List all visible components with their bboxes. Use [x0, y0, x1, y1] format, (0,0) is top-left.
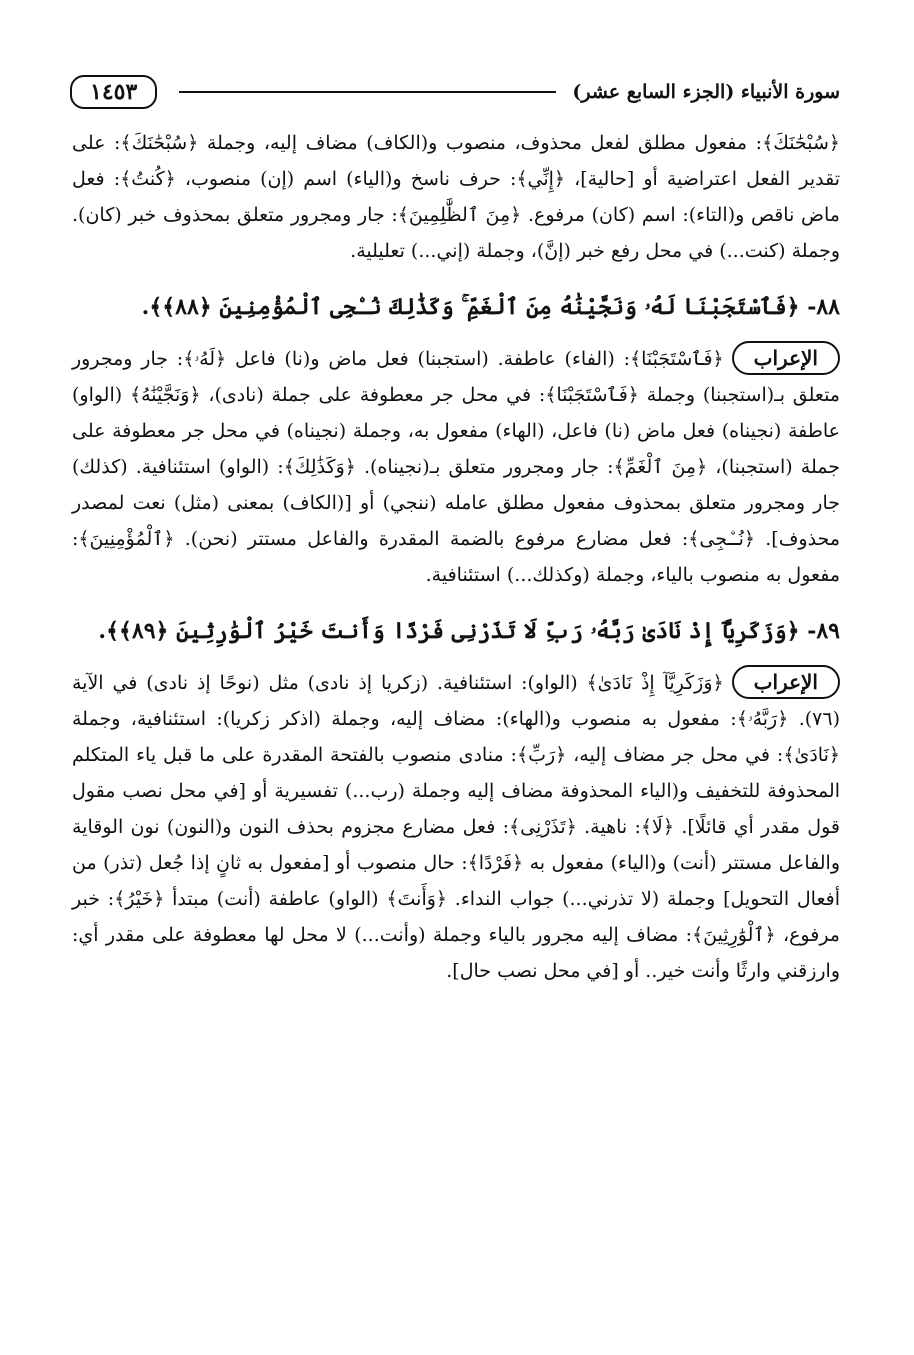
running-title: سورة الأنبياء (الجزء السابع عشر): [572, 81, 840, 103]
irab-label: الإعراب: [732, 341, 840, 375]
header-rule: [179, 91, 556, 93]
page-number: ١٤٥٣: [70, 75, 157, 109]
page-header: [70, 70, 840, 114]
irab-label: الإعراب: [732, 665, 840, 699]
paragraph-irab-verse-87-end: ﴿سُبْحَٰنَكَ﴾: مفعول مطلق لفعل محذوف، منصوب و(الكاف) مضاف إليه، وجملة ﴿سُبْحَٰنَكَ﴾: على تقدير الفعل اعتراضية أو [حالية]، ﴿إِنِّي﴾: حرف ناسخ و(الياء) اسم (إن) منصوب، ﴿كُنتُ﴾: فعل ماض ناقص و(التاء): اسم (كان) مرفوع. ﴿مِنَ ٱلظَّٰلِمِينَ﴾: جار ومجرور متعلق بمحذوف خبر (كان). وجملة (كنت...) في محل رفع خبر (إنَّ)، وجملة (إني...) تعليلية.: [72, 132, 840, 262]
irab-text: ﴿وَزَكَرِيَّآ إِذْ نَادَىٰ﴾ (الواو): استئنافية. (زكريا إذ نادى) مثل (نوحًا إذ نادى) في الآية (٧٦). ﴿رَبَّهُۥ﴾: مفعول به منصوب و(الهاء): مضاف إليه، وجملة (اذكر زكريا): استئنافية، وجملة ﴿نَادَىٰ﴾: في محل جر مضاف إليه، ﴿رَبِّ﴾: منادى منصوب بالفتحة المقدرة على ما قبل ياء المتكلم المحذوفة للتخفيف و(الياء المحذوفة مضاف إليه وجملة (رب...) تفسيرية أو [في محل نصب مقول قول مقدر أي قائلًا]. ﴿لَا﴾: ناهية. ﴿تَذَرْنِى﴾: فعل مضارع مجزوم بحذف النون و(النون) نون الوقاية والفاعل مستتر (أنت) و(الياء) مفعول به ﴿فَرْدًا﴾: حال منصوب أو [مفعول به ثانٍ إذا جُعل (تذر) من أفعال التحويل] وجملة (لا تذرني...) جواب النداء. ﴿وَأَنتَ﴾ (الواو) عاطفة (أنت) مبتدأ ﴿خَيْرُ﴾: خبر مرفوع، ﴿ٱلْوَٰرِثِينَ﴾: مضاف إليه مجرور بالياء وجملة (وأنت...) لا محل لها معطوفة على مقدر أي: وارزقني وارثًا وأنت خير.. أو [في محل نصب حال].: [72, 672, 840, 982]
page-body: [72, 125, 840, 989]
verse-88: ٨٨- ﴿فَٱسْتَجَبْنَا لَهُۥ وَنَجَّيْنَٰهُ مِنَ ٱلْغَمِّ ۚ وَكَذَٰلِكَ نُـۨجِى ٱلْمُؤْمِنِينَ ﴿٨٨﴾﴾.: [141, 294, 840, 320]
paragraph-irab-verse-89: [72, 665, 840, 989]
verse-89: ٨٩- ﴿وَزَكَرِيَّآ إِذْ نَادَىٰ رَبَّهُۥ رَبِّ لَا تَذَرْنِى فَرْدًا وَأَنتَ خَيْرُ ٱلْوَٰرِثِينَ ﴿٨٩﴾﴾.: [98, 618, 840, 644]
paragraph-irab-verse-88: [72, 341, 840, 593]
irab-text: ﴿فَٱسْتَجَبْنَا﴾: (الفاء) عاطفة. (استجبنا) فعل ماض و(نا) فاعل ﴿لَهُۥ﴾: جار ومجرور متعلق بـ(استجبنا) وجملة ﴿فَٱسْتَجَبْنَا﴾: في محل جر معطوفة على جملة (نادى)، ﴿وَنَجَّيْنَٰهُ﴾ (الواو) عاطفة (نجيناه) فعل ماض (نا) فاعل، (الهاء) مفعول به، وجملة (نجيناه) في محل جر معطوفة على جملة (استجبنا)، ﴿مِنَ ٱلْغَمِّ﴾: جار ومجرور متعلق بـ(نجيناه). ﴿وَكَذَٰلِكَ﴾: (الواو) استئنافية. (كذلك) جار ومجرور متعلق بمحذوف مفعول مطلق عامله (ننجي) أو [(الكاف) بمعنى (مثل) نعت لمصدر محذوف]. ﴿نُـۨجِى﴾: فعل مضارع مرفوع بالضمة المقدرة والفاعل مستتر (نحن). ﴿ٱلْمُؤْمِنِينَ﴾: مفعول به منصوب بالياء، وجملة (وكذلك...) استئنافية.: [72, 348, 840, 586]
